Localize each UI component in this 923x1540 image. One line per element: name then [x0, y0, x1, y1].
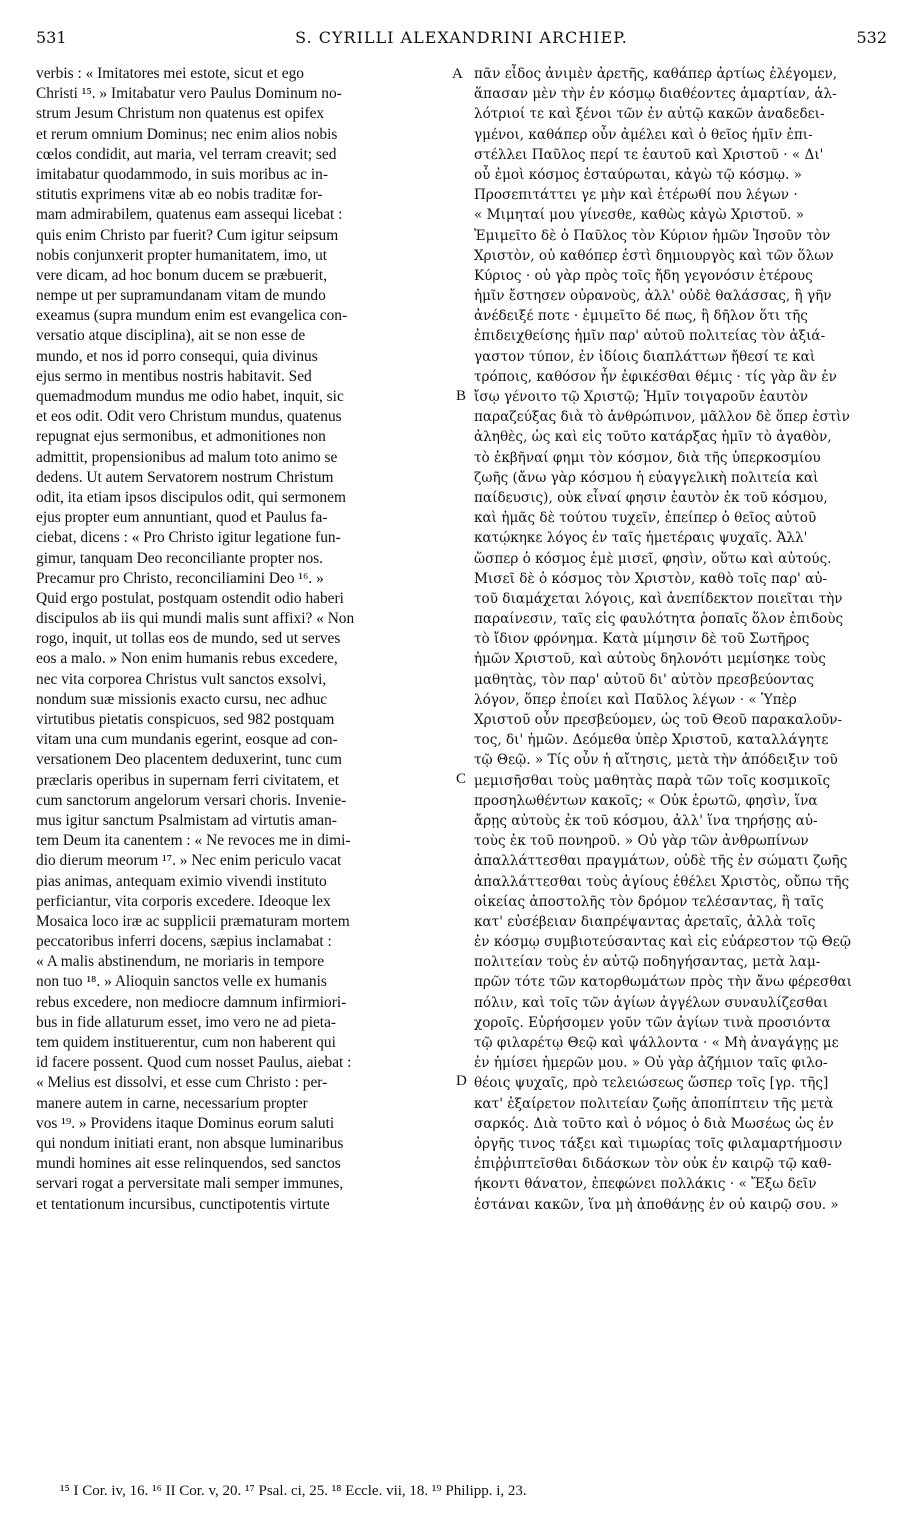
running-title: S. CYRILLI ALEXANDRINI ARCHIEP.	[295, 28, 628, 47]
greek-text-line: ἑστάναι κακῶν, ἵνα μὴ ἀποθάνῃς ἐν οὐ καιρῷ σου. »	[474, 1196, 839, 1213]
greek-text-line: Μισεῖ δὲ ὁ κόσμος τὸν Χριστὸν, καθὸ τοῖς παρ' αὐ-	[474, 570, 828, 587]
latin-text-line: exeamus (supra mundum enim est evangelica con-	[36, 307, 348, 325]
footnotes: ¹⁵ I Cor. iv, 16. ¹⁶ II Cor. v, 20. ¹⁷ Psal. ci, 25. ¹⁸ Eccle. vii, 18. ¹⁹ Philipp. i, 23.	[60, 1483, 527, 1499]
greek-text-line: μαθητὰς, τὸν παρ' αὐτοῦ δι' αὐτὸν πρεσβεύοντας	[474, 671, 814, 688]
latin-text-line: nondum suæ missionis exacto cursu, nec adhuc	[36, 690, 328, 708]
greek-text-line: θέοις ψυχαῖς, πρὸ τελειώσεως ὥσπερ τοῖς [γρ. τῆς]	[474, 1075, 829, 1092]
greek-text-line: χοροῖς. Εὑρήσομεν γοῦν τῶν ἁγίων τινὰ προσιόντα	[474, 1014, 831, 1031]
greek-text-line: Χριστοῦ οὖν πρεσβεύομεν, ὡς τοῦ Θεοῦ παρακαλοῦν-	[474, 712, 843, 728]
greek-text-line: Ἐμιμεῖτο δὲ ὁ Παῦλος τὸν Κύριον ἡμῶν Ἰησοῦν τὸν	[474, 227, 831, 244]
greek-text-line: ἐπιῤῥιπτεῖσθαι διδάσκων τὸν οὐκ ἐν καιρῷ τῷ καθ-	[474, 1156, 832, 1173]
greek-text-line: ἡμῶν Χριστοῦ, καὶ αὐτοὺς δηλονότι μεμίσηκε τοὺς	[474, 651, 826, 668]
greek-text-line: λότριοί τε καὶ ξένοι τῶν ἐν αὐτῷ κακῶν ἀναδεδει-	[474, 106, 825, 123]
greek-text-line: μεμισῆσθαι τοὺς μαθητὰς παρὰ τῶν τοῖς κοσμικοῖς	[474, 772, 831, 789]
greek-text-line: Προσεπιτάττει γε μὴν καὶ ἑτέρωθί που λέγων ·	[474, 187, 798, 204]
latin-text-line: stitutis exprimens vitæ ab eo nobis traditæ for-	[36, 186, 323, 204]
latin-text-line: bus in fide allaturum esset, imo vero ne ad pieta-	[36, 1013, 337, 1031]
latin-text-line: vere dicam, ad hoc bonum ducem se præbuerit,	[36, 266, 328, 284]
latin-text-line: servari rogat a perversitate mali semper immunes,	[36, 1175, 344, 1193]
greek-text-line: τοῦ διαμάχεται λόγοις, καὶ ἀνεπίδεκτον ποιεῖται τὴν	[474, 590, 843, 607]
greek-text-line: τῷ φιλαρέτῳ Θεῷ καὶ ψάλλοντα · « Μὴ ἀναγάγῃς με	[474, 1035, 839, 1051]
latin-text-line: perficiantur, vita corporis excedere. Ideoque lex	[36, 892, 331, 910]
greek-text-line: ἐπιδειχθείσης ἡμῖν παρ' αὐτοῦ πολιτείας τὸν ἀξιά-	[474, 328, 826, 345]
latin-text-line: et rerum omnium Dominus; nec enim alios nobis	[36, 125, 338, 143]
greek-text-line: οὗ ἐμοὶ κόσμος ἐσταύρωται, κἀγὼ τῷ κόσμῳ. »	[474, 166, 802, 183]
greek-text-line: ζωῆς (ἄνω γὰρ κόσμου ἡ εὐαγγελικὴ πολιτεία καὶ	[474, 469, 819, 486]
latin-text-line: peccatoribus inferri docens, sæpius inclamabat :	[36, 933, 332, 951]
latin-text-line: admittit, propensionibus ad malum toto animo se	[36, 448, 338, 466]
latin-text-line: ejus propter eum annuntiant, quod et Paulus fa-	[36, 509, 328, 527]
greek-text-line: παραζεύξας διὰ τὸ ἀνθρώπινον, μᾶλλον δὲ ὅπερ ἐστὶν	[474, 409, 850, 426]
greek-text-line: ἀπαλλάττεσθαι τοὺς ἁγίους ἐθέλει Χριστὸς, οὔπω τῆς	[474, 873, 850, 890]
latin-text-line: strum Jesum Christum non quatenus est opifex	[36, 105, 325, 123]
latin-text-line: nec vita corporea Christus vult sanctos exsolvi,	[36, 670, 327, 688]
latin-text-line: manere autem in carne, necessarium propter	[36, 1094, 308, 1112]
latin-text-line: et eos odit. Odit vero Christum mundus, quatenus	[36, 408, 342, 426]
greek-text-line: ἀπαλλάττεσθαι πραγμάτων, οὐδὲ τῆς ἐν σώματι ζωῆς	[474, 853, 848, 870]
latin-text-line: mundo, et nos id porro consequi, quia divinus	[36, 347, 318, 365]
latin-text-line: vitam una cum mundanis egerint, eosque ad con-	[36, 731, 338, 749]
greek-text-line: καὶ ἡμᾶς δὲ τούτου τυχεῖν, ἐπείπερ ὁ θεῖος αὐτοῦ	[474, 510, 817, 527]
latin-text-line: cum sanctorum angelorum versari choris. Invenie-	[36, 791, 347, 809]
greek-text-line: λόγον, ὅπερ ἐποίει καὶ Παῦλος λέγων · « Ὑπὲρ	[474, 691, 797, 708]
greek-text-line: γμένοι, καθάπερ οὖν ἀμέλει καὶ ὁ θεῖος ἡμῖν ἐπι-	[474, 126, 813, 143]
greek-text-line: τὸ ἴδιον φρόνημα. Κατὰ μίμησιν δὲ τοῦ Σωτῆρος	[474, 631, 810, 648]
latin-text-line: ejus sermo in mentibus nostris habitavit. Sed	[36, 367, 312, 385]
greek-text-line: Κύριος · οὐ γὰρ πρὸς τοῖς ἤδη γεγονόσιν ἑτέρους	[474, 267, 813, 284]
greek-text-line: ἅπασαν μὲν τὴν ἐν κόσμῳ διαθέοντες ἁμαρτίαν, ἀλ-	[474, 86, 837, 103]
greek-text-line: κατ' ἐξαίρετον πολιτείαν ζωῆς ἀποπίπτειν τῆς μετὰ	[474, 1095, 834, 1112]
greek-text-line: κατῴκηκε λόγος ἐν ταῖς ἡμετέραις ψυχαῖς. Ἀλλ'	[474, 530, 808, 547]
margin-letter-a: A	[452, 66, 463, 82]
latin-text-line: et tentationum incursibus, cunctipotentis virtute	[36, 1195, 330, 1213]
greek-text-line: ἡμῖν ἔστησεν οὐρανοὺς, ἀλλ' οὐδὲ θαλάσσας, ἢ γῆν	[474, 288, 832, 305]
margin-letter-c: C	[456, 771, 467, 787]
latin-text-line: tem Deum ita canentem : « Ne revoces me in dimi-	[36, 832, 351, 850]
latin-text-line: versationem Deo placentem deduxerint, tunc cum	[36, 751, 342, 769]
latin-text-line: odit, ita etiam ipsos discipulos odit, qui sermonem	[36, 488, 346, 506]
latin-text-line: « A malis abstinendum, ne moriaris in tempore	[36, 953, 325, 971]
latin-text-line: gimur, tanquam Deo reconciliante propter nos.	[36, 549, 324, 567]
greek-text-line: προσηλωθέντων κακοῖς; « Οὐκ ἐρωτῶ, φησὶν, ἵνα	[474, 792, 818, 809]
greek-text-line: πόλιν, καὶ τοῖς τῶν ἁγίων ἀγγέλων συναυλίζεσθαι	[474, 994, 829, 1011]
left-page-number: 531	[36, 28, 67, 47]
greek-text-line: ἀληθὲς, ὡς καὶ εἰς τοῦτο κατάρξας ἡμῖν τὸ ἀγαθὸν,	[474, 429, 832, 446]
greek-text-line: ὥσπερ ὁ κόσμος ἐμὲ μισεῖ, φησὶν, οὕτω καὶ αὐτούς.	[474, 550, 832, 567]
greek-text-line: ἴσῳ γένοιτο τῷ Χριστῷ; Ἡμῖν τοιγαροῦν ἑαυτὸν	[474, 389, 809, 405]
latin-text-line: nempe ut per supramundanam vitam de mundo	[36, 287, 326, 305]
greek-text-line: τοὺς ἐκ τοῦ πονηροῦ. » Οὐ γὰρ τῶν ἀνθρωπίνων	[474, 833, 809, 850]
greek-text-line: στέλλει Παῦλος περί τε ἑαυτοῦ καὶ Χριστοῦ · « Δι'	[474, 146, 824, 163]
latin-text-line: id facere possent. Quod cum nosset Paulus, aiebat :	[36, 1054, 352, 1072]
greek-text-line: παραίνεσιν, ταῖς εἰς φαυλότητα ῥοπαῖς ὅλον ἐπιδοὺς	[474, 611, 844, 628]
greek-text-line: ἀνέδειξέ ποτε · ἐμιμεῖτο δέ πως, ἢ δῆλον ὅτι τῆς	[474, 308, 808, 325]
greek-text-line: παίδευσις), οὐκ εἶναί φησιν ἑαυτὸν ἐκ τοῦ κόσμου,	[474, 489, 828, 506]
latin-text-line: Christi ¹⁵. » Imitabatur vero Paulus Dominum no-	[36, 85, 342, 103]
greek-text-line: πολιτείαν τοὺς ἐν αὐτῷ ποδηγήσαντας, μετὰ λαμ-	[474, 954, 821, 971]
greek-text-line: « Μιμηταί μου γίνεσθε, καθὼς κἀγὼ Χριστοῦ. »	[474, 207, 805, 224]
latin-text-line: mus igitur sanctum Psalmistam ad virtutis aman-	[36, 811, 337, 829]
greek-text-line: τρόποις, καθόσον ἦν ἐφικέσθαι θέμις · τίς γὰρ ἂν ἐν	[474, 368, 837, 385]
greek-text-line: ὀργῆς τινος τάξει καὶ τιμωρίας τοῖς φιλαμαρτήμοσιν	[474, 1135, 843, 1152]
latin-text-line: rogo, inquit, ut tollas eos de mundo, sed ut serves	[36, 630, 341, 648]
latin-text-line: quemadmodum mundus me odio habet, inquit, sic	[36, 388, 344, 405]
latin-text-line: nobis conjunxerit propter humanitatem, imo, ut	[36, 246, 328, 264]
latin-text-line: quis enim Christo par fuerit? Cum igitur seipsum	[36, 226, 339, 244]
greek-text-line: σαρκός. Διὰ τοῦτο καὶ ὁ νόμος ὁ διὰ Μωσέως ὡς ἐν	[474, 1115, 834, 1132]
latin-text-line: præclaris operibus in supernam ferri civitatem, et	[36, 771, 340, 789]
greek-text-line: τὸ ἐκβῆναί φημι τὸν κόσμον, διὰ τῆς ὑπερκοσμίου	[474, 449, 821, 466]
latin-text-line: tem quidem instituerentur, cum non haberent qui	[36, 1034, 336, 1051]
greek-text-line: πᾶν εἶδος ἀνιμὲν ἀρετῆς, καθάπερ ἀρτίως ἐλέγομεν,	[474, 66, 838, 82]
margin-letter-b: B	[456, 388, 467, 404]
latin-text-line: « Melius est dissolvi, et esse cum Christo : per-	[36, 1074, 328, 1092]
greek-text-line: Χριστὸν, οὐ καθόπερ ἐστὶ δημιουργὸς καὶ τῶν ὅλων	[474, 247, 834, 264]
greek-text-line: γαστον τύπον, ἐν ἰδίοις διαπλάττων ἤθεσί τε καὶ	[474, 348, 816, 365]
right-page-number: 532	[856, 28, 887, 47]
greek-text-line: τῷ Θεῷ. » Τίς οὖν ἡ αἴτησις, μετὰ τὴν ἀπόδειξιν τοῦ	[474, 752, 838, 769]
latin-text-line: imitabatur quodammodo, in suis moribus ac in-	[36, 165, 328, 183]
latin-text-line: vos ¹⁹. » Providens itaque Dominus eorum saluti	[36, 1114, 335, 1132]
latin-text-line: Precamur pro Christo, reconciliamini Deo ¹⁶. »	[36, 569, 324, 587]
latin-text-line: virtutibus pietatis conspicuos, sed 982 postquam	[36, 711, 335, 728]
latin-text-line: versatio atque disciplina), ait se non esse de	[36, 327, 306, 345]
latin-text-line: eos a malo. » Non enim humanis rebus excedere,	[36, 650, 338, 668]
latin-text-line: mundi homines ait esse relinquendos, sed sanctos	[36, 1155, 341, 1173]
greek-text-line: κατ' εὐσέβειαν διαπρέψαντας ἀρεταῖς, ἀλλὰ τοῖς	[474, 913, 816, 930]
latin-text-line: pias animas, antequam eximio vivendi instituto	[36, 872, 327, 890]
margin-letter-d: D	[456, 1073, 467, 1089]
greek-text-line: πρῶν τότε τῶν κατορθωμάτων πρὸς τὴν ἄνω φέρεσθαι	[474, 974, 852, 991]
latin-text-line: mam admirabilem, quatenus eam assequi licebat :	[36, 206, 343, 224]
latin-text-line: non tuo ¹⁸. » Alioquin sanctos velle ex humanis	[36, 973, 327, 991]
latin-text-line: Quid ergo postulat, postquam ostendit odio haberi	[36, 589, 344, 607]
latin-text-line: discipulos ab iis qui mundi malis sunt affixi? « Non	[36, 610, 355, 628]
latin-text-line: dio dierum meorum ¹⁷. » Nec enim periculo vacat	[36, 852, 342, 870]
greek-text-line: τος, δι' ἡμῶν. Δεόμεθα ὑπὲρ Χριστοῦ, καταλλάγητε	[474, 732, 829, 749]
latin-text-line: dedens. Ut autem Servatorem nostrum Christum	[36, 468, 334, 486]
greek-text-line: ἐν κόσμῳ συμβιοτεύσαντας καὶ εἰς εὐάρεστον τῷ Θεῷ	[474, 934, 851, 951]
latin-text-line: rebus excedere, non mediocre damnum infirmiori-	[36, 993, 347, 1011]
greek-column	[474, 64, 890, 1215]
latin-text-line: repugnat ejus sermonibus, et admonitiones non	[36, 428, 326, 446]
greek-text-line: ἐν ἡμίσει ἡμερῶν μου. » Οὐ γὰρ ἀζήμιον ταῖς φιλο-	[474, 1055, 828, 1072]
latin-column	[36, 64, 452, 1215]
greek-text-line: ἄρῃς αὐτοὺς ἐκ τοῦ κόσμου, ἀλλ' ἵνα τηρήσῃς αὐ-	[474, 812, 818, 829]
greek-text-line: ήκοντι θάνατον, ἐπεφώνει πολλάκις · « Ἔξω δεῖν	[474, 1176, 817, 1193]
greek-text-line: οἰκείας ἀποστολῆς τὸν δρόμον τελέσαντας, ἢ ταῖς	[474, 893, 824, 910]
latin-text-line: verbis : « Imitatores mei estote, sicut et ego	[36, 65, 304, 82]
latin-text-line: qui nondum initiati erant, non absque luminaribus	[36, 1134, 344, 1152]
latin-text-line: Mosaica loco iræ ac supplicii præmaturam mortem	[36, 912, 350, 930]
latin-text-line: ciebat, dicens : « Pro Christo igitur legatione fun-	[36, 529, 341, 547]
latin-text-line: cœlos condidit, aut maria, vel terram creavit; sed	[36, 145, 337, 163]
